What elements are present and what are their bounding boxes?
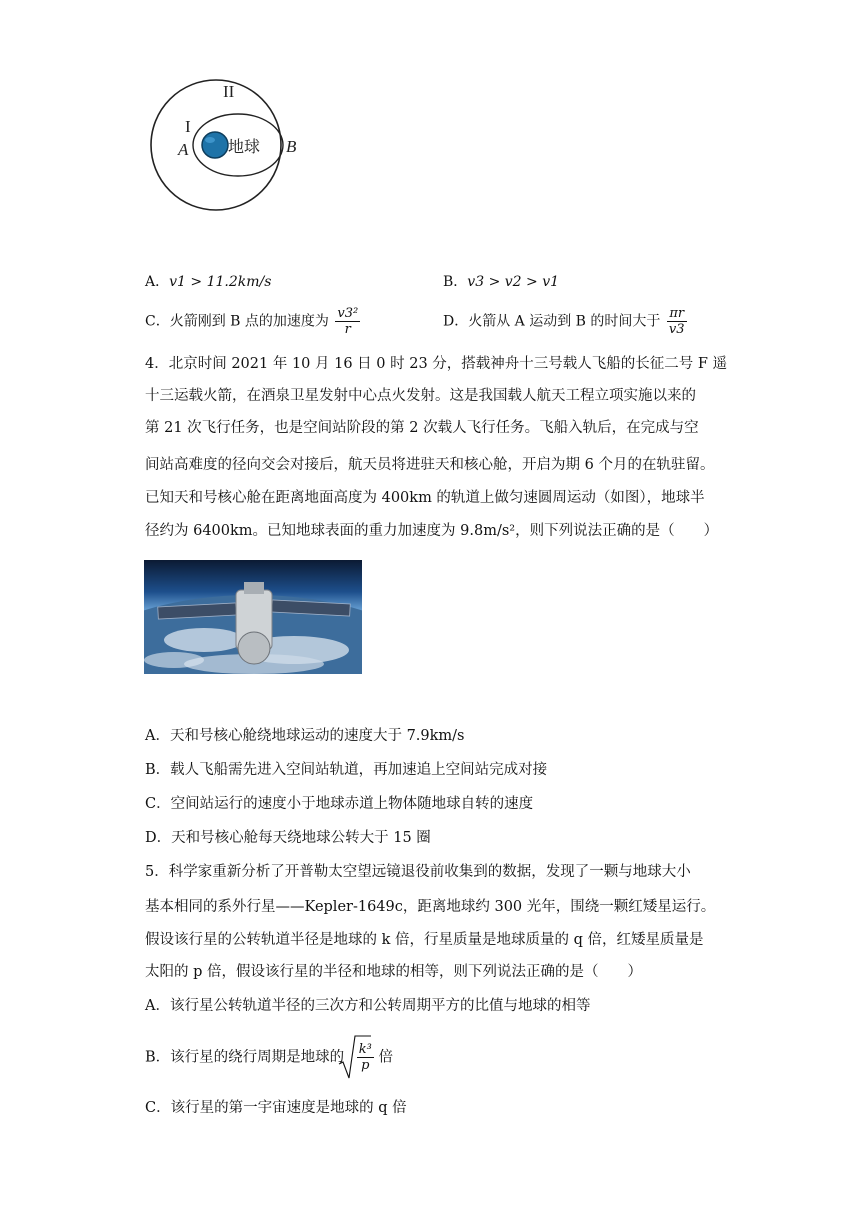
q4-line-5: 已知天和号核心舱在距离地面高度为 400km 的轨道上做匀速圆周运动（如图），地球半 bbox=[145, 490, 705, 506]
space-station-image bbox=[144, 560, 362, 674]
point-b-label: B bbox=[286, 137, 297, 156]
q4-option-d: D．天和号核心舱每天绕地球公转大于 15 圈 bbox=[145, 830, 431, 846]
q5-line-2: 基本相同的系外行星——Kepler-1649c，距离地球约 300 光年，围绕一颗红矮星运行。 bbox=[145, 899, 716, 915]
q4-line-4: 间站高难度的径向交会对接后，航天员将进驻天和核心舱，开启为期 6 个月的在轨驻留。 bbox=[145, 457, 715, 473]
orbit-ii-label: II bbox=[223, 82, 235, 101]
q3-option-c: C．火箭刚到 B 点的加速度为 $\frac{\text{v3²}}{r}$ bbox=[145, 306, 359, 337]
q3-option-b: B．v3 > v2 > v1 bbox=[443, 274, 560, 290]
q5-option-b: B．该行星的绕行周期是地球的 $\frac{\text{k³}}{p}$ 倍 bbox=[145, 1042, 393, 1073]
q5-option-b-sqrt: $\frac{\text{k³}}{p}$ bbox=[349, 1042, 374, 1073]
q5-line-1: 5．科学家重新分析了开普勒太空望远镜退役前收集到的数据，发现了一颗与地球大小 bbox=[145, 864, 691, 880]
q4-option-a: A．天和号核心舱绕地球运动的速度大于 7.9km/s bbox=[145, 728, 465, 744]
q3-option-d-fraction: $\frac{\pi r}{v3}$ bbox=[668, 306, 685, 337]
q5-line-4: 太阳的 p 倍，假设该行星的半径和地球的相等，则下列说法正确的是（ ） bbox=[145, 964, 642, 980]
earth-label: 地球 bbox=[228, 137, 261, 156]
orbit-diagram bbox=[140, 75, 310, 220]
q4-option-c: C．空间站运行的速度小于地球赤道上物体随地球自转的速度 bbox=[145, 796, 534, 812]
q5-line-3: 假设该行星的公转轨道半径是地球的 k 倍，行星质量是地球质量的 q 倍，红矮星质量是 bbox=[145, 932, 704, 948]
q3-option-a: A．v1 > 11.2km/s bbox=[145, 274, 272, 290]
earth-icon bbox=[202, 132, 228, 158]
q4-line-6: 径约为 6400km。已知地球表面的重力加速度为 9.8m/s²，则下列说法正确的是（ ） bbox=[145, 523, 719, 539]
q4-line-3: 第 21 次飞行任务，也是空间站阶段的第 2 次载人飞行任务。飞船入轨后，在完成与空 bbox=[145, 420, 699, 436]
point-a-label: A bbox=[178, 140, 189, 159]
q5-option-a: A．该行星公转轨道半径的三次方和公转周期平方的比值与地球的相等 bbox=[145, 998, 591, 1014]
q5-option-c: C．该行星的第一宇宙速度是地球的 q 倍 bbox=[145, 1100, 407, 1116]
q3-option-c-fraction: $\frac{\text{v3²}}{r}$ bbox=[337, 306, 359, 337]
radical-sign-icon bbox=[337, 1034, 371, 1080]
q4-line-2: 十三运载火箭，在酒泉卫星发射中心点火发射。这是我国载人航天工程立项实施以来的 bbox=[145, 388, 696, 404]
q4-option-b: B．载人飞船需先进入空间站轨道，再加速追上空间站完成对接 bbox=[145, 762, 548, 778]
orbit-i-label: I bbox=[185, 117, 191, 136]
q4-line-1: 4．北京时间 2021 年 10 月 16 日 0 时 23 分，搭载神舟十三号载人飞船的长征二号 F 遥 bbox=[145, 356, 728, 372]
q3-option-d: D．火箭从 A 运动到 B 的时间大于 $\frac{\pi r}{v3}$ bbox=[443, 306, 685, 337]
